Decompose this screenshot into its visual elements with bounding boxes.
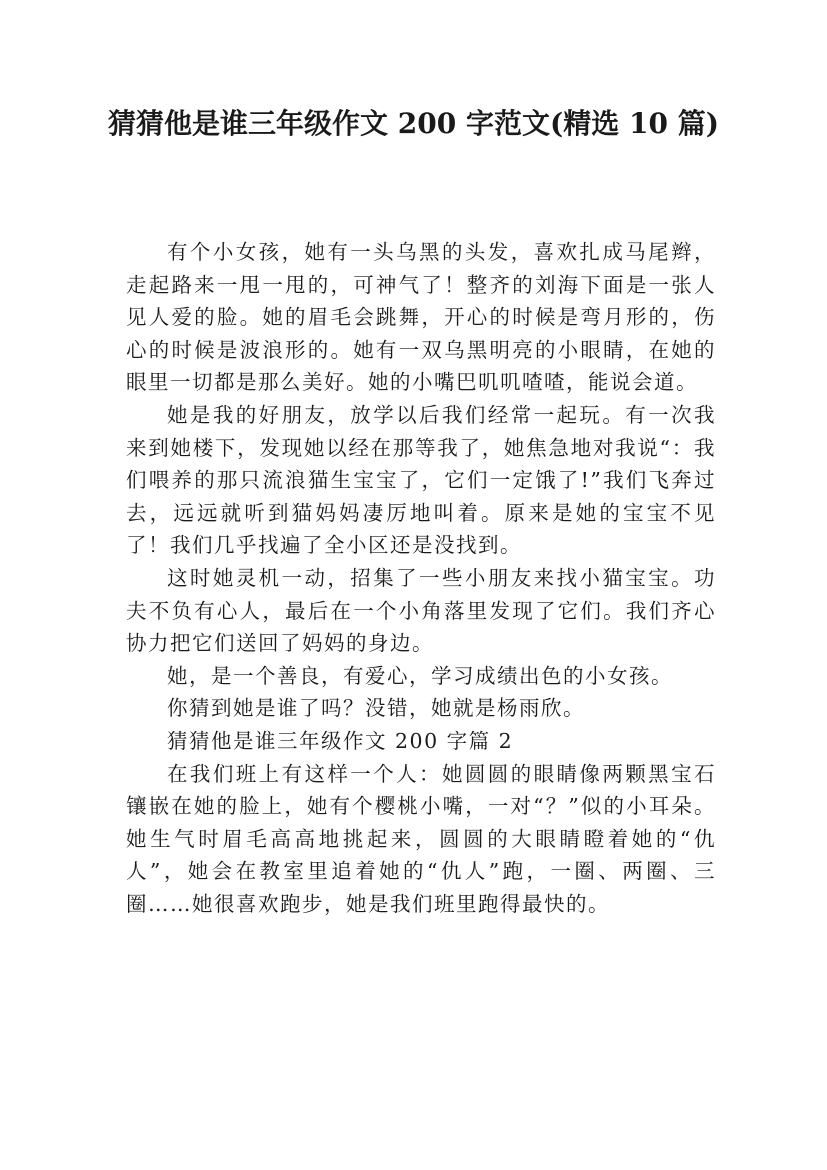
document-body <box>126 236 716 920</box>
paragraph-2: 她是我的好朋友，放学以后我们经常一起玩。有一次我来到她楼下，发现她以经在那等我了，她焦急地对我说“：我们喂养的那只流浪猫生宝宝了，它们一定饿了!”我们飞奔过去，远远就听到猫妈妈凄厉地叫着。原来是她的宝宝不见了！我们几乎找遍了全小区还是没找到。 <box>126 402 716 558</box>
paragraph-4: 她，是一个善良，有爱心，学习成绩出色的小女孩。 <box>167 663 673 688</box>
paragraph-5: 你猜到她是谁了吗？没错，她就是杨雨欣。 <box>167 696 585 721</box>
section-heading-2: 猜猜他是谁三年级作文 200 字篇 2 <box>167 728 514 753</box>
paragraph-6: 在我们班上有这样一个人：她圆圆的眼睛像两颗黑宝石镶嵌在她的脸上，她有个樱桃小嘴，一对“？”似的小耳朵。她生气时眉毛高高地挑起来，圆圆的大眼睛瞪着她的“仇人”，她会在教室里追着她的“仇人”跑，一圈、两圈、三圈……她很喜欢跑步，她是我们班里跑得最快的。 <box>126 761 716 916</box>
paragraph-1: 有个小女孩，她有一头乌黑的头发，喜欢扎成马尾辫，走起路来一甩一甩的，可神气了！整齐的刘海下面是一张人见人爱的脸。她的眉毛会跳舞，开心的时候是弯月形的，伤心的时候是波浪形的。她有一双乌黑明亮的小眼睛，在她的眼里一切都是那么美好。她的小嘴巴叽叽喳喳，能说会道。 <box>126 240 716 395</box>
document-title: 猜猜他是谁三年级作文 200 字范文(精选 10 篇) <box>108 107 719 140</box>
paragraph-3: 这时她灵机一动，招集了一些小朋友来找小猫宝宝。功夫不负有心人，最后在一个小角落里发现了它们。我们齐心协力把它们送回了妈妈的身边。 <box>126 565 716 656</box>
